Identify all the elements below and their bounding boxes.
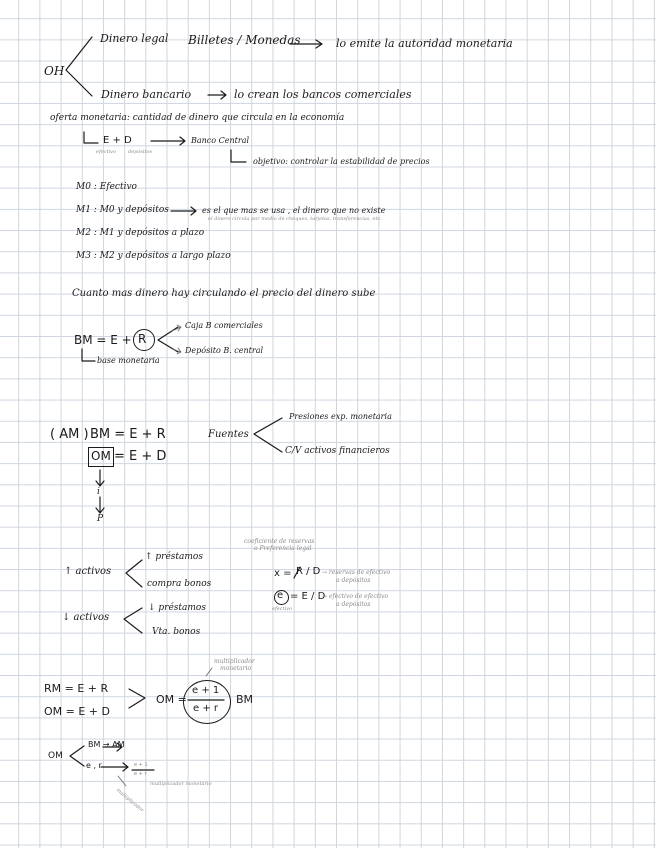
lshape-base (82, 349, 95, 361)
compra-bonos: compra bonos (147, 579, 212, 589)
down-prestamos: ↓ préstamos (148, 603, 206, 613)
frac-num-9: e + 1 (134, 762, 148, 768)
arrow-crean (208, 91, 226, 99)
e-frac: = E / D (290, 591, 326, 602)
rm-eq: RM = E + R (44, 682, 109, 695)
deposito-text: Depósito B. central (185, 346, 264, 355)
fuentes-label: Fuentes (208, 429, 249, 440)
crean-text: lo crean los bancos comerciales (234, 88, 412, 101)
bm-8: BM (236, 693, 254, 706)
caja-text: Caja B comerciales (185, 321, 263, 330)
mult-note-2: monetario (220, 665, 252, 672)
r-symbol: R (138, 332, 147, 346)
arrow-down-2-head (96, 508, 104, 513)
brace-down (124, 608, 142, 633)
venta-bonos: Vta. bonos (152, 627, 201, 637)
m1-line: M1 : M0 y depósitos (76, 205, 169, 215)
p-label: P (97, 514, 104, 524)
note-9-rot: multiplicador (114, 787, 145, 814)
e-note: → efectivo de efectivo (322, 593, 389, 600)
depositos-small: depósitos (128, 149, 153, 155)
brace-bm (158, 327, 178, 352)
frac-den-9: e + r (134, 771, 147, 777)
arrow-caja (172, 325, 181, 331)
am-label: ( AM ) (50, 427, 89, 442)
def-note: coeficiente de reservas (244, 538, 315, 545)
presiones-text: Presiones exp. monetaria (289, 412, 392, 421)
mult-note: multiplicador (214, 658, 255, 665)
om-eq-8: OM = E + D (44, 705, 110, 718)
brace-up (126, 560, 142, 587)
frac-den-8: e + r (193, 703, 218, 714)
x-note: → reservas de efectivo (322, 569, 391, 576)
cv-text: C/V activos financieros (285, 446, 390, 456)
lshape-objetivo (231, 150, 246, 162)
e-note-2: a depósitos (336, 601, 371, 608)
objetivo-text: objetivo: controlar la estabilidad de precios (253, 157, 430, 166)
x-eq: x = (274, 568, 292, 579)
up-prestamos: ↑ préstamos (145, 552, 203, 562)
e-plus-d: E + D (103, 135, 132, 146)
om-9: OM (48, 751, 63, 761)
om-eq: = E + D (114, 449, 167, 464)
down-activos: ↓ activos (62, 612, 110, 623)
i-label: i (97, 487, 100, 497)
arrow-down-1-head (96, 481, 104, 486)
note-9: multiplicador monetario (150, 781, 212, 787)
def-note-2: o Preferencia legal (254, 545, 312, 552)
bm-am-9: BM → AM (88, 740, 125, 749)
m0-line: M0 : Efectivo (76, 182, 137, 192)
om-label: OM (91, 449, 111, 463)
frac-num-8: e + 1 (192, 685, 220, 696)
arrow-deposito (172, 348, 181, 354)
x-note-2: a depósitos (336, 577, 371, 584)
note-arrow-9 (118, 776, 126, 786)
er-9: e , r (86, 761, 102, 770)
bm-eq: BM = E + R (90, 427, 166, 442)
brace-om (70, 746, 84, 766)
m1-subnote: el dinero circula por medio de cheques, tarjetas, transferencias, etc. (208, 216, 382, 222)
cuanto-text: Cuanto mas dinero hay circulando el precio del dinero sube (72, 288, 376, 299)
dinero-bancario: Dinero bancario (101, 88, 192, 101)
mult-pointer (206, 668, 212, 676)
dinero-legal: Dinero legal (100, 32, 169, 45)
base-monetaria: base monetaria (97, 356, 160, 365)
efectivo-small: efectivo (96, 149, 117, 155)
arrow-m1 (171, 207, 196, 215)
m2-line: M2 : M1 y depósitos a plazo (76, 228, 205, 238)
x-frac: R / D (296, 566, 321, 577)
m3-line: M3 : M2 y depósitos a largo plazo (76, 251, 231, 261)
e-symbol: e (277, 590, 284, 601)
arrow-banco (151, 137, 185, 145)
arrow-er (101, 763, 128, 771)
banco-central: Banco Central (191, 136, 250, 145)
emite-text: lo emite la autoridad monetaria (336, 37, 513, 50)
efectivo-tiny: efectivo (272, 606, 293, 612)
bm-lhs: BM = E + (74, 333, 132, 347)
gt-sign (129, 689, 145, 708)
lshape-ed (84, 132, 98, 143)
billetes-monedas: Billetes / Monedas (188, 33, 301, 47)
up-activos: ↑ activos (64, 566, 112, 577)
brace-fuentes (254, 418, 282, 452)
oferta-monetaria: oferta monetaria: cantidad de dinero que circula en la economía (50, 113, 345, 123)
m1-note: es el que mas se usa , el dinero que no existe (202, 206, 386, 215)
oh-label: OH (44, 64, 65, 78)
om-lhs-8: OM = (156, 693, 187, 706)
brace-oh (66, 37, 92, 96)
